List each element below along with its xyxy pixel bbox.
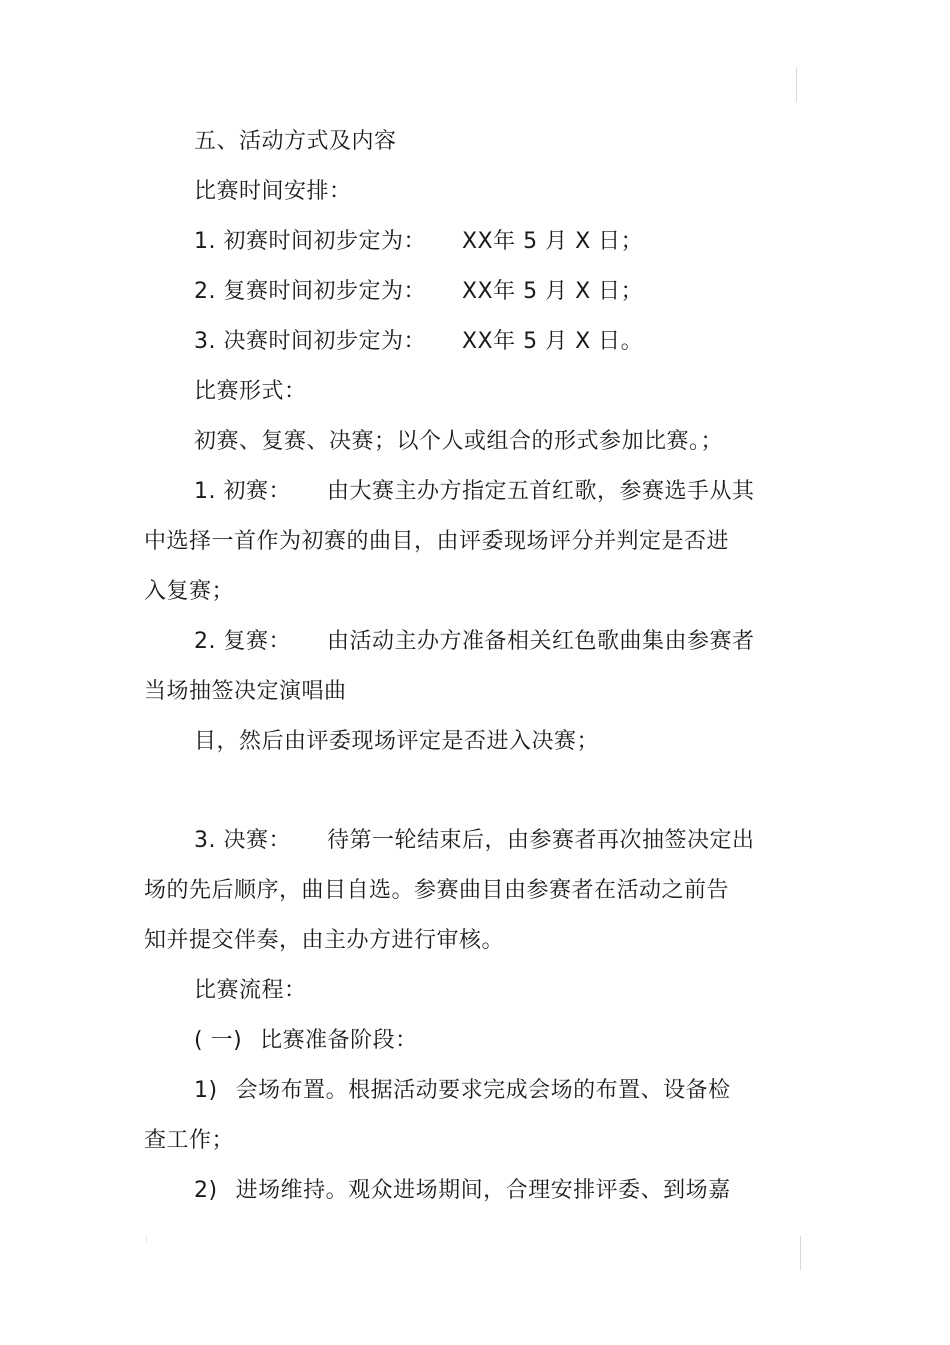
paragraph-line: 目，然后由评委现场评定是否进入决赛； (194, 729, 600, 754)
step-label: 1) (194, 1078, 218, 1103)
stage-label: ( 一) (194, 1028, 243, 1053)
paragraph-line: 场的先后顺序，曲目自选。参赛曲目由参赛者在活动之前告 (144, 878, 730, 903)
schedule-value: XX年 5 月 X 日。 (461, 329, 644, 354)
rule-preliminary (194, 477, 755, 507)
process-step-venue (194, 1076, 731, 1106)
rule-text: 待第一轮结束后，由参赛者再次抽签决定出 (326, 828, 755, 853)
paragraph-line: 查工作； (144, 1128, 235, 1153)
stage-title: 比赛准备阶段： (260, 1028, 418, 1053)
page-corner-mark (796, 68, 797, 102)
step-text: 进场维持。观众进场期间，合理安排评委、到场嘉 (235, 1178, 731, 1203)
schedule-value: XX年 5 月 X 日； (461, 229, 644, 254)
rule-final (194, 826, 755, 856)
paragraph-line: 入复赛； (144, 579, 235, 604)
rule-label: 2. 复赛： (194, 629, 291, 654)
step-text: 会场布置。根据活动要求完成会场的布置、设备检 (235, 1078, 731, 1103)
schedule-item-preliminary (194, 227, 643, 257)
format-summary: 初赛、复赛、决赛；以个人或组合的形式参加比赛。； (194, 429, 724, 454)
process-step-entry (194, 1176, 731, 1206)
rule-semifinal (194, 627, 755, 657)
schedule-label: 2. 复赛时间初步定为： (194, 279, 426, 304)
page-corner-mark (800, 1236, 801, 1270)
rule-label: 3. 决赛： (194, 828, 291, 853)
process-stage-heading (194, 1026, 418, 1056)
rule-label: 1. 初赛： (194, 479, 291, 504)
rule-text: 由大赛主办方指定五首红歌，参赛选手从其 (326, 479, 755, 504)
schedule-item-final (194, 327, 643, 357)
page-corner-mark (146, 1236, 147, 1242)
schedule-label: 1. 初赛时间初步定为： (194, 229, 426, 254)
subheading-process: 比赛流程： (194, 978, 307, 1003)
rule-text: 由活动主办方准备相关红色歌曲集由参赛者 (326, 629, 755, 654)
schedule-label: 3. 决赛时间初步定为： (194, 329, 426, 354)
paragraph-line: 当场抽签决定演唱曲 (144, 679, 347, 704)
subheading-format: 比赛形式： (194, 379, 307, 404)
paragraph-line: 中选择一首作为初赛的曲目，由评委现场评分并判定是否进 (144, 529, 730, 554)
subheading-schedule: 比赛时间安排： (194, 179, 352, 204)
step-label: 2) (194, 1178, 218, 1203)
schedule-item-semifinal (194, 277, 643, 307)
schedule-value: XX年 5 月 X 日； (461, 279, 644, 304)
section-heading: 五、活动方式及内容 (194, 129, 397, 154)
paragraph-line: 知并提交伴奏，由主办方进行审核。 (144, 928, 505, 953)
